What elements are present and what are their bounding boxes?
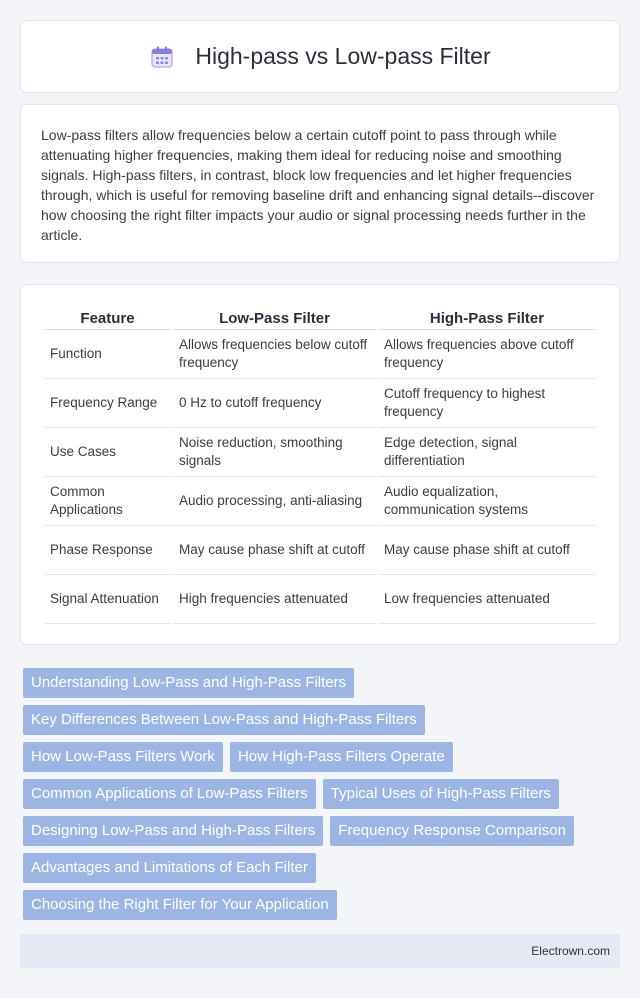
topic-tag-understanding[interactable]: Understanding Low-Pass and High-Pass Filters — [23, 668, 354, 698]
title-card — [20, 20, 620, 93]
table-header-row — [44, 305, 596, 330]
table-cell: Allows frequencies above cutoff frequency — [378, 330, 596, 379]
tag-row — [23, 742, 623, 772]
table-cell: Use Cases — [44, 428, 171, 477]
table-row — [44, 330, 596, 379]
table-cell: May cause phase shift at cutoff — [173, 526, 376, 575]
table-cell: Audio equalization, communication systems — [378, 477, 596, 526]
tag-row — [23, 816, 623, 846]
topic-tag-low-pass-applications[interactable]: Common Applications of Low-Pass Filters — [23, 779, 316, 809]
table-row — [44, 477, 596, 526]
table-cell: Low frequencies attenuated — [378, 575, 596, 624]
calendar-icon — [149, 44, 175, 70]
header-feature: Feature — [44, 305, 171, 330]
header-low-pass: Low-Pass Filter — [173, 305, 376, 330]
table-cell: Signal Attenuation — [44, 575, 171, 624]
tag-row — [23, 705, 623, 735]
comparison-table — [42, 305, 598, 624]
tag-row — [23, 668, 623, 698]
topic-tag-key-differences[interactable]: Key Differences Between Low-Pass and High-Pass Filters — [23, 705, 425, 735]
table-row — [44, 428, 596, 477]
intro-text: Low-pass filters allow frequencies below a certain cutoff point to pass through while attenuating higher frequencies, making them ideal for reducing noise and smoothing signals. High-pass filters, in contrast, block low frequencies and let higher frequencies through, which is useful for removing baseline drift and enhancing signal details--discover how choosing the right filter impacts your audio or signal processing needs further in the article. — [41, 127, 595, 243]
topic-tag-frequency-response[interactable]: Frequency Response Comparison — [330, 816, 574, 846]
topic-tag-low-pass-work[interactable]: How Low-Pass Filters Work — [23, 742, 223, 772]
topic-tag-high-pass-uses[interactable]: Typical Uses of High-Pass Filters — [323, 779, 559, 809]
tag-row — [23, 890, 623, 920]
table-cell: Audio processing, anti-aliasing — [173, 477, 376, 526]
footer — [20, 934, 620, 968]
table-cell: May cause phase shift at cutoff — [378, 526, 596, 575]
table-cell: Allows frequencies below cutoff frequency — [173, 330, 376, 379]
topic-tag-choosing[interactable]: Choosing the Right Filter for Your Application — [23, 890, 337, 920]
table-cell: 0 Hz to cutoff frequency — [173, 379, 376, 428]
topic-tag-advantages[interactable]: Advantages and Limitations of Each Filter — [23, 853, 316, 883]
intro-card — [20, 104, 620, 263]
table-cell: Phase Response — [44, 526, 171, 575]
page-title: High-pass vs Low-pass Filter — [195, 43, 491, 69]
table-row — [44, 379, 596, 428]
comparison-card — [20, 284, 620, 645]
related-topics — [23, 668, 623, 927]
table-cell: High frequencies attenuated — [173, 575, 376, 624]
tag-row — [23, 779, 623, 809]
table-row — [44, 526, 596, 575]
header-high-pass: High-Pass Filter — [378, 305, 596, 330]
table-cell: Function — [44, 330, 171, 379]
table-cell: Frequency Range — [44, 379, 171, 428]
table-cell: Cutoff frequency to highest frequency — [378, 379, 596, 428]
table-cell: Common Applications — [44, 477, 171, 526]
topic-tag-designing[interactable]: Designing Low-Pass and High-Pass Filters — [23, 816, 323, 846]
table-cell: Edge detection, signal differentiation — [378, 428, 596, 477]
tag-row — [23, 853, 623, 883]
footer-source: Electrown.com — [531, 944, 610, 958]
table-row — [44, 575, 596, 624]
table-cell: Noise reduction, smoothing signals — [173, 428, 376, 477]
topic-tag-high-pass-operate[interactable]: How High-Pass Filters Operate — [230, 742, 453, 772]
